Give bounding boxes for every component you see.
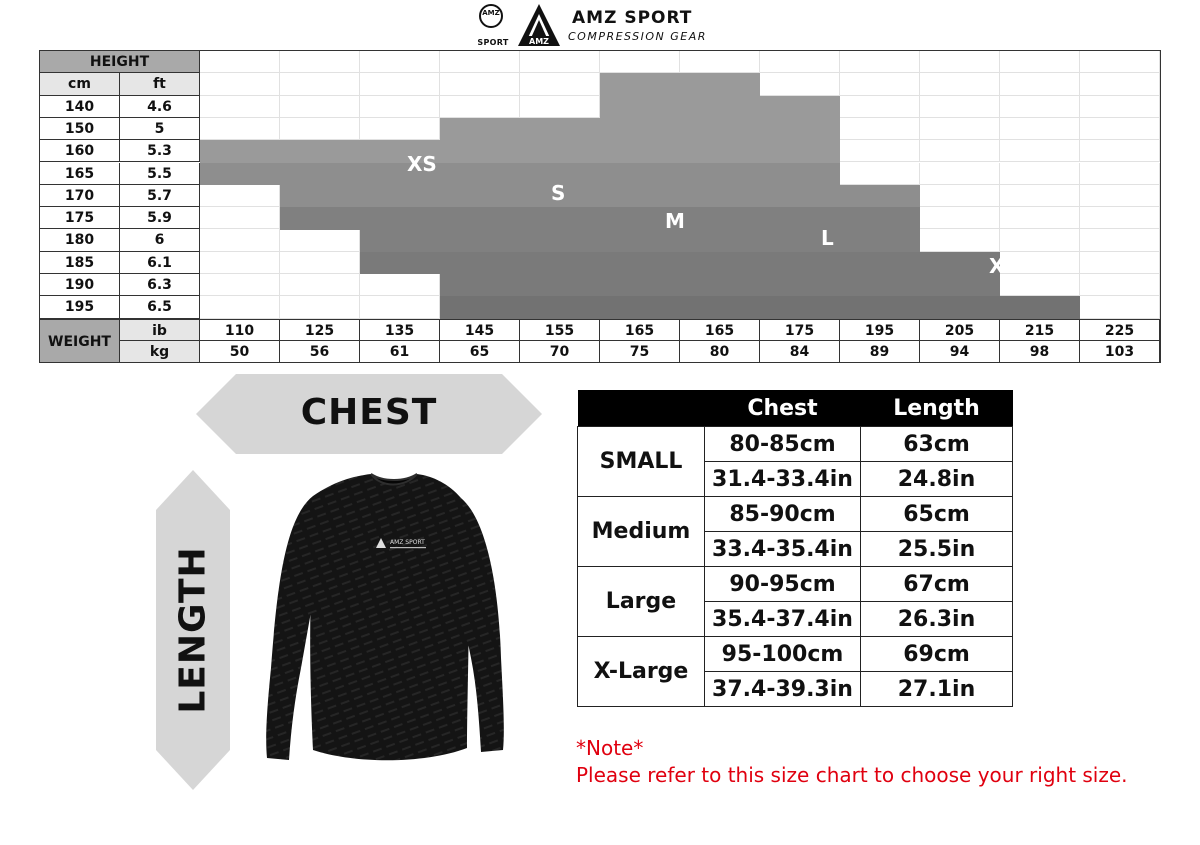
grid-cell	[200, 185, 280, 207]
grid-cell	[840, 118, 920, 140]
size-band-l	[440, 274, 520, 297]
weight-kg-cell: 61	[360, 341, 440, 363]
grid-cell	[200, 229, 280, 251]
height-cm-cell: 185	[40, 252, 120, 274]
badge-text: AMZ	[482, 9, 500, 17]
size-band-xs	[600, 118, 680, 141]
grid-cell	[1080, 274, 1160, 296]
grid-cell	[1000, 51, 1080, 73]
height-cm-cell: 190	[40, 274, 120, 296]
grid-cell	[1000, 118, 1080, 140]
size-band-xs	[600, 96, 680, 119]
size-band-m	[360, 207, 440, 230]
grid-cell	[360, 73, 440, 95]
size-band-xl	[760, 296, 840, 319]
grid-cell	[200, 252, 280, 274]
size-band-m	[360, 229, 440, 252]
table-row	[578, 567, 1013, 602]
size-band-m	[520, 207, 600, 230]
grid-cell	[920, 140, 1000, 162]
size-band-l	[920, 274, 1000, 297]
size-name: X-Large	[578, 637, 705, 707]
size-band-s	[760, 185, 840, 208]
size-name: Large	[578, 567, 705, 637]
length-in: 27.1in	[861, 672, 1013, 707]
grid-cell	[920, 207, 1000, 229]
grid-cell	[360, 274, 440, 296]
grid-cell	[200, 118, 280, 140]
size-band-xs	[200, 140, 280, 163]
size-label-xs: XS	[407, 152, 437, 176]
brand-logo	[476, 2, 726, 50]
grid-cell	[520, 96, 600, 118]
weight-lb-cell: 155	[520, 319, 600, 341]
size-band-xl	[520, 296, 600, 319]
height-ft-cell: 5.5	[120, 163, 200, 185]
height-cm-cell: 160	[40, 140, 120, 162]
note-title: *Note*	[576, 736, 644, 760]
grid-cell	[920, 96, 1000, 118]
grid-cell	[360, 96, 440, 118]
weight-kg-cell: 98	[1000, 341, 1080, 363]
grid-cell	[280, 229, 360, 251]
brand-badge	[476, 4, 508, 48]
brand-triangle-icon	[516, 2, 562, 48]
height-ft-cell: 6	[120, 229, 200, 251]
size-band-s	[200, 163, 280, 186]
grid-cell	[280, 274, 360, 296]
grid-cell	[360, 118, 440, 140]
grid-cell	[1080, 229, 1160, 251]
size-band-s	[360, 185, 440, 208]
grid-cell	[1000, 96, 1080, 118]
weight-lb-cell: 225	[1080, 319, 1160, 341]
grid-cell	[520, 51, 600, 73]
chest-cm: 95-100cm	[705, 637, 861, 672]
weight-kg-cell: 89	[840, 341, 920, 363]
chest-in: 33.4-35.4in	[705, 532, 861, 567]
grid-cell	[200, 51, 280, 73]
length-cm: 69cm	[861, 637, 1013, 672]
size-band-l	[600, 274, 680, 297]
chest-cm: 85-90cm	[705, 497, 861, 532]
grid-cell	[680, 51, 760, 73]
size-label-m: M	[665, 209, 685, 233]
grid-cell	[280, 96, 360, 118]
grid-cell	[1000, 73, 1080, 95]
length-in: 25.5in	[861, 532, 1013, 567]
height-cm-cell: 175	[40, 207, 120, 229]
size-band-xs	[440, 140, 520, 163]
size-band-xl	[1000, 296, 1080, 319]
size-band-xl	[680, 296, 760, 319]
note-text: Please refer to this size chart to choose your right size.	[576, 763, 1128, 787]
size-band-l	[600, 252, 680, 275]
height-ft-cell: 5.7	[120, 185, 200, 207]
header-chest: Chest	[705, 390, 861, 427]
triangle-brand-text: AMZ	[529, 37, 549, 46]
size-band-xl	[920, 296, 1000, 319]
chest-in: 37.4-39.3in	[705, 672, 861, 707]
size-band-l	[760, 252, 840, 275]
shirt-brand-text: AMZ SPORT	[390, 539, 425, 546]
brand-tagline: COMPRESSION GEAR	[568, 30, 707, 43]
height-cm-cell: 180	[40, 229, 120, 251]
weight-lb-cell: 110	[200, 319, 280, 341]
height-ft-cell: 4.6	[120, 96, 200, 118]
grid-cell	[840, 163, 920, 185]
size-band-xs	[680, 118, 760, 141]
height-cm-cell: 170	[40, 185, 120, 207]
grid-cell	[200, 96, 280, 118]
grid-cell	[200, 274, 280, 296]
height-cm-cell: 140	[40, 96, 120, 118]
size-label-l: L	[821, 226, 834, 250]
length-in: 26.3in	[861, 602, 1013, 637]
size-band-s	[440, 163, 520, 186]
brand-name: AMZ SPORT	[572, 8, 693, 28]
size-band-m	[520, 229, 600, 252]
header-length: Length	[861, 390, 1013, 427]
size-band-l	[680, 252, 760, 275]
size-label-xl: XL	[989, 254, 1018, 278]
size-band-l	[760, 274, 840, 297]
grid-cell	[1080, 140, 1160, 162]
chest-label: CHEST	[300, 392, 438, 433]
table-row	[578, 637, 1013, 672]
size-band-xl	[440, 296, 520, 319]
grid-cell	[1080, 118, 1160, 140]
size-band-s	[600, 185, 680, 208]
grid-cell	[1080, 252, 1160, 274]
weight-lb-cell: 175	[760, 319, 840, 341]
size-band-m	[440, 207, 520, 230]
size-band-l	[440, 252, 520, 275]
size-band-m	[680, 207, 760, 230]
weight-lb-cell: 165	[680, 319, 760, 341]
grid-cell	[840, 73, 920, 95]
weight-kg-cell: 50	[200, 341, 280, 363]
weight-kg-cell: 56	[280, 341, 360, 363]
size-band-s	[280, 163, 360, 186]
weight-lb-cell: 165	[600, 319, 680, 341]
weight-lb-cell: 125	[280, 319, 360, 341]
grid-cell	[1080, 163, 1160, 185]
size-band-xs	[520, 140, 600, 163]
size-band-s	[760, 163, 840, 186]
grid-cell	[840, 140, 920, 162]
weight-kg-cell: 84	[760, 341, 840, 363]
size-name: Medium	[578, 497, 705, 567]
grid-cell	[840, 96, 920, 118]
weight-header: WEIGHT	[40, 319, 120, 363]
grid-cell	[520, 73, 600, 95]
header-size	[578, 390, 705, 427]
height-ft-cell: 5.9	[120, 207, 200, 229]
size-measurement-table	[577, 390, 1013, 707]
length-cm: 63cm	[861, 427, 1013, 462]
grid-cell	[280, 73, 360, 95]
length-label: LENGTH	[172, 546, 214, 714]
grid-cell	[1000, 163, 1080, 185]
weight-lb-cell: 135	[360, 319, 440, 341]
height-ft-cell: 6.5	[120, 296, 200, 318]
height-cm-cell: 195	[40, 296, 120, 318]
grid-cell	[1000, 207, 1080, 229]
size-band-m	[840, 229, 920, 252]
badge-sport-text: SPORT	[477, 38, 509, 47]
weight-kg-cell: 80	[680, 341, 760, 363]
weight-lb-cell: 195	[840, 319, 920, 341]
height-ft-cell: 6.1	[120, 252, 200, 274]
grid-cell	[1080, 185, 1160, 207]
size-band-m	[680, 229, 760, 252]
size-band-m	[840, 207, 920, 230]
grid-cell	[200, 207, 280, 229]
size-band-xs	[680, 140, 760, 163]
lb-header: ib	[120, 319, 200, 341]
grid-cell	[440, 51, 520, 73]
grid-cell	[600, 51, 680, 73]
grid-cell	[280, 51, 360, 73]
size-band-xs	[520, 118, 600, 141]
grid-cell	[280, 296, 360, 318]
height-cm-cell: 165	[40, 163, 120, 185]
table-header-row	[578, 390, 1013, 427]
weight-kg-cell: 65	[440, 341, 520, 363]
size-band-xs	[760, 96, 840, 119]
height-ft-cell: 6.3	[120, 274, 200, 296]
size-band-s	[440, 185, 520, 208]
grid-cell	[1000, 229, 1080, 251]
size-band-l	[840, 252, 920, 275]
chest-in: 31.4-33.4in	[705, 462, 861, 497]
grid-cell	[280, 118, 360, 140]
grid-cell	[760, 51, 840, 73]
grid-cell	[1080, 96, 1160, 118]
grid-cell	[1080, 207, 1160, 229]
weight-kg-cell: 70	[520, 341, 600, 363]
grid-cell	[1000, 140, 1080, 162]
length-in: 24.8in	[861, 462, 1013, 497]
cm-header: cm	[40, 73, 120, 95]
size-band-xl	[840, 296, 920, 319]
size-band-s	[600, 163, 680, 186]
size-band-xs	[680, 73, 760, 96]
size-band-s	[680, 185, 760, 208]
size-band-xl	[600, 296, 680, 319]
grid-cell	[1080, 73, 1160, 95]
weight-lb-cell: 205	[920, 319, 1000, 341]
grid-cell	[1080, 296, 1160, 318]
size-band-s	[680, 163, 760, 186]
grid-cell	[760, 73, 840, 95]
compression-shirt-image	[255, 468, 515, 768]
size-band-l	[520, 274, 600, 297]
grid-cell	[1000, 185, 1080, 207]
length-cm: 67cm	[861, 567, 1013, 602]
size-band-xs	[280, 140, 360, 163]
grid-cell	[920, 118, 1000, 140]
weight-kg-cell: 75	[600, 341, 680, 363]
size-band-l	[680, 274, 760, 297]
grid-cell	[920, 185, 1000, 207]
size-band-xs	[680, 96, 760, 119]
size-name: SMALL	[578, 427, 705, 497]
kg-header: kg	[120, 341, 200, 363]
height-header: HEIGHT	[40, 51, 200, 73]
weight-kg-cell: 94	[920, 341, 1000, 363]
grid-cell	[920, 229, 1000, 251]
weight-kg-cell: 103	[1080, 341, 1160, 363]
table-row	[578, 497, 1013, 532]
grid-cell	[360, 296, 440, 318]
grid-cell	[200, 296, 280, 318]
size-band-l	[360, 252, 440, 275]
height-weight-size-chart	[39, 50, 1161, 363]
size-band-l	[520, 252, 600, 275]
size-band-xs	[760, 140, 840, 163]
size-band-xs	[760, 118, 840, 141]
chest-cm: 90-95cm	[705, 567, 861, 602]
size-band-l	[840, 274, 920, 297]
weight-lb-cell: 215	[1000, 319, 1080, 341]
size-band-m	[440, 229, 520, 252]
grid-cell	[920, 73, 1000, 95]
height-ft-cell: 5.3	[120, 140, 200, 162]
size-band-xs	[600, 73, 680, 96]
chest-in: 35.4-37.4in	[705, 602, 861, 637]
height-ft-cell: 5	[120, 118, 200, 140]
grid-cell	[840, 51, 920, 73]
grid-cell	[360, 51, 440, 73]
table-row	[578, 427, 1013, 462]
size-band-xs	[600, 140, 680, 163]
grid-cell	[920, 51, 1000, 73]
grid-cell	[440, 73, 520, 95]
grid-cell	[200, 73, 280, 95]
size-band-l	[920, 252, 1000, 275]
size-band-xs	[440, 118, 520, 141]
length-cm: 65cm	[861, 497, 1013, 532]
size-band-s	[840, 185, 920, 208]
size-label-s: S	[551, 181, 566, 205]
size-band-m	[280, 207, 360, 230]
grid-cell	[280, 252, 360, 274]
ft-header: ft	[120, 73, 200, 95]
weight-lb-cell: 145	[440, 319, 520, 341]
grid-cell	[1080, 51, 1160, 73]
height-cm-cell: 150	[40, 118, 120, 140]
grid-cell	[440, 96, 520, 118]
grid-cell	[920, 163, 1000, 185]
chest-cm: 80-85cm	[705, 427, 861, 462]
size-band-s	[280, 185, 360, 208]
